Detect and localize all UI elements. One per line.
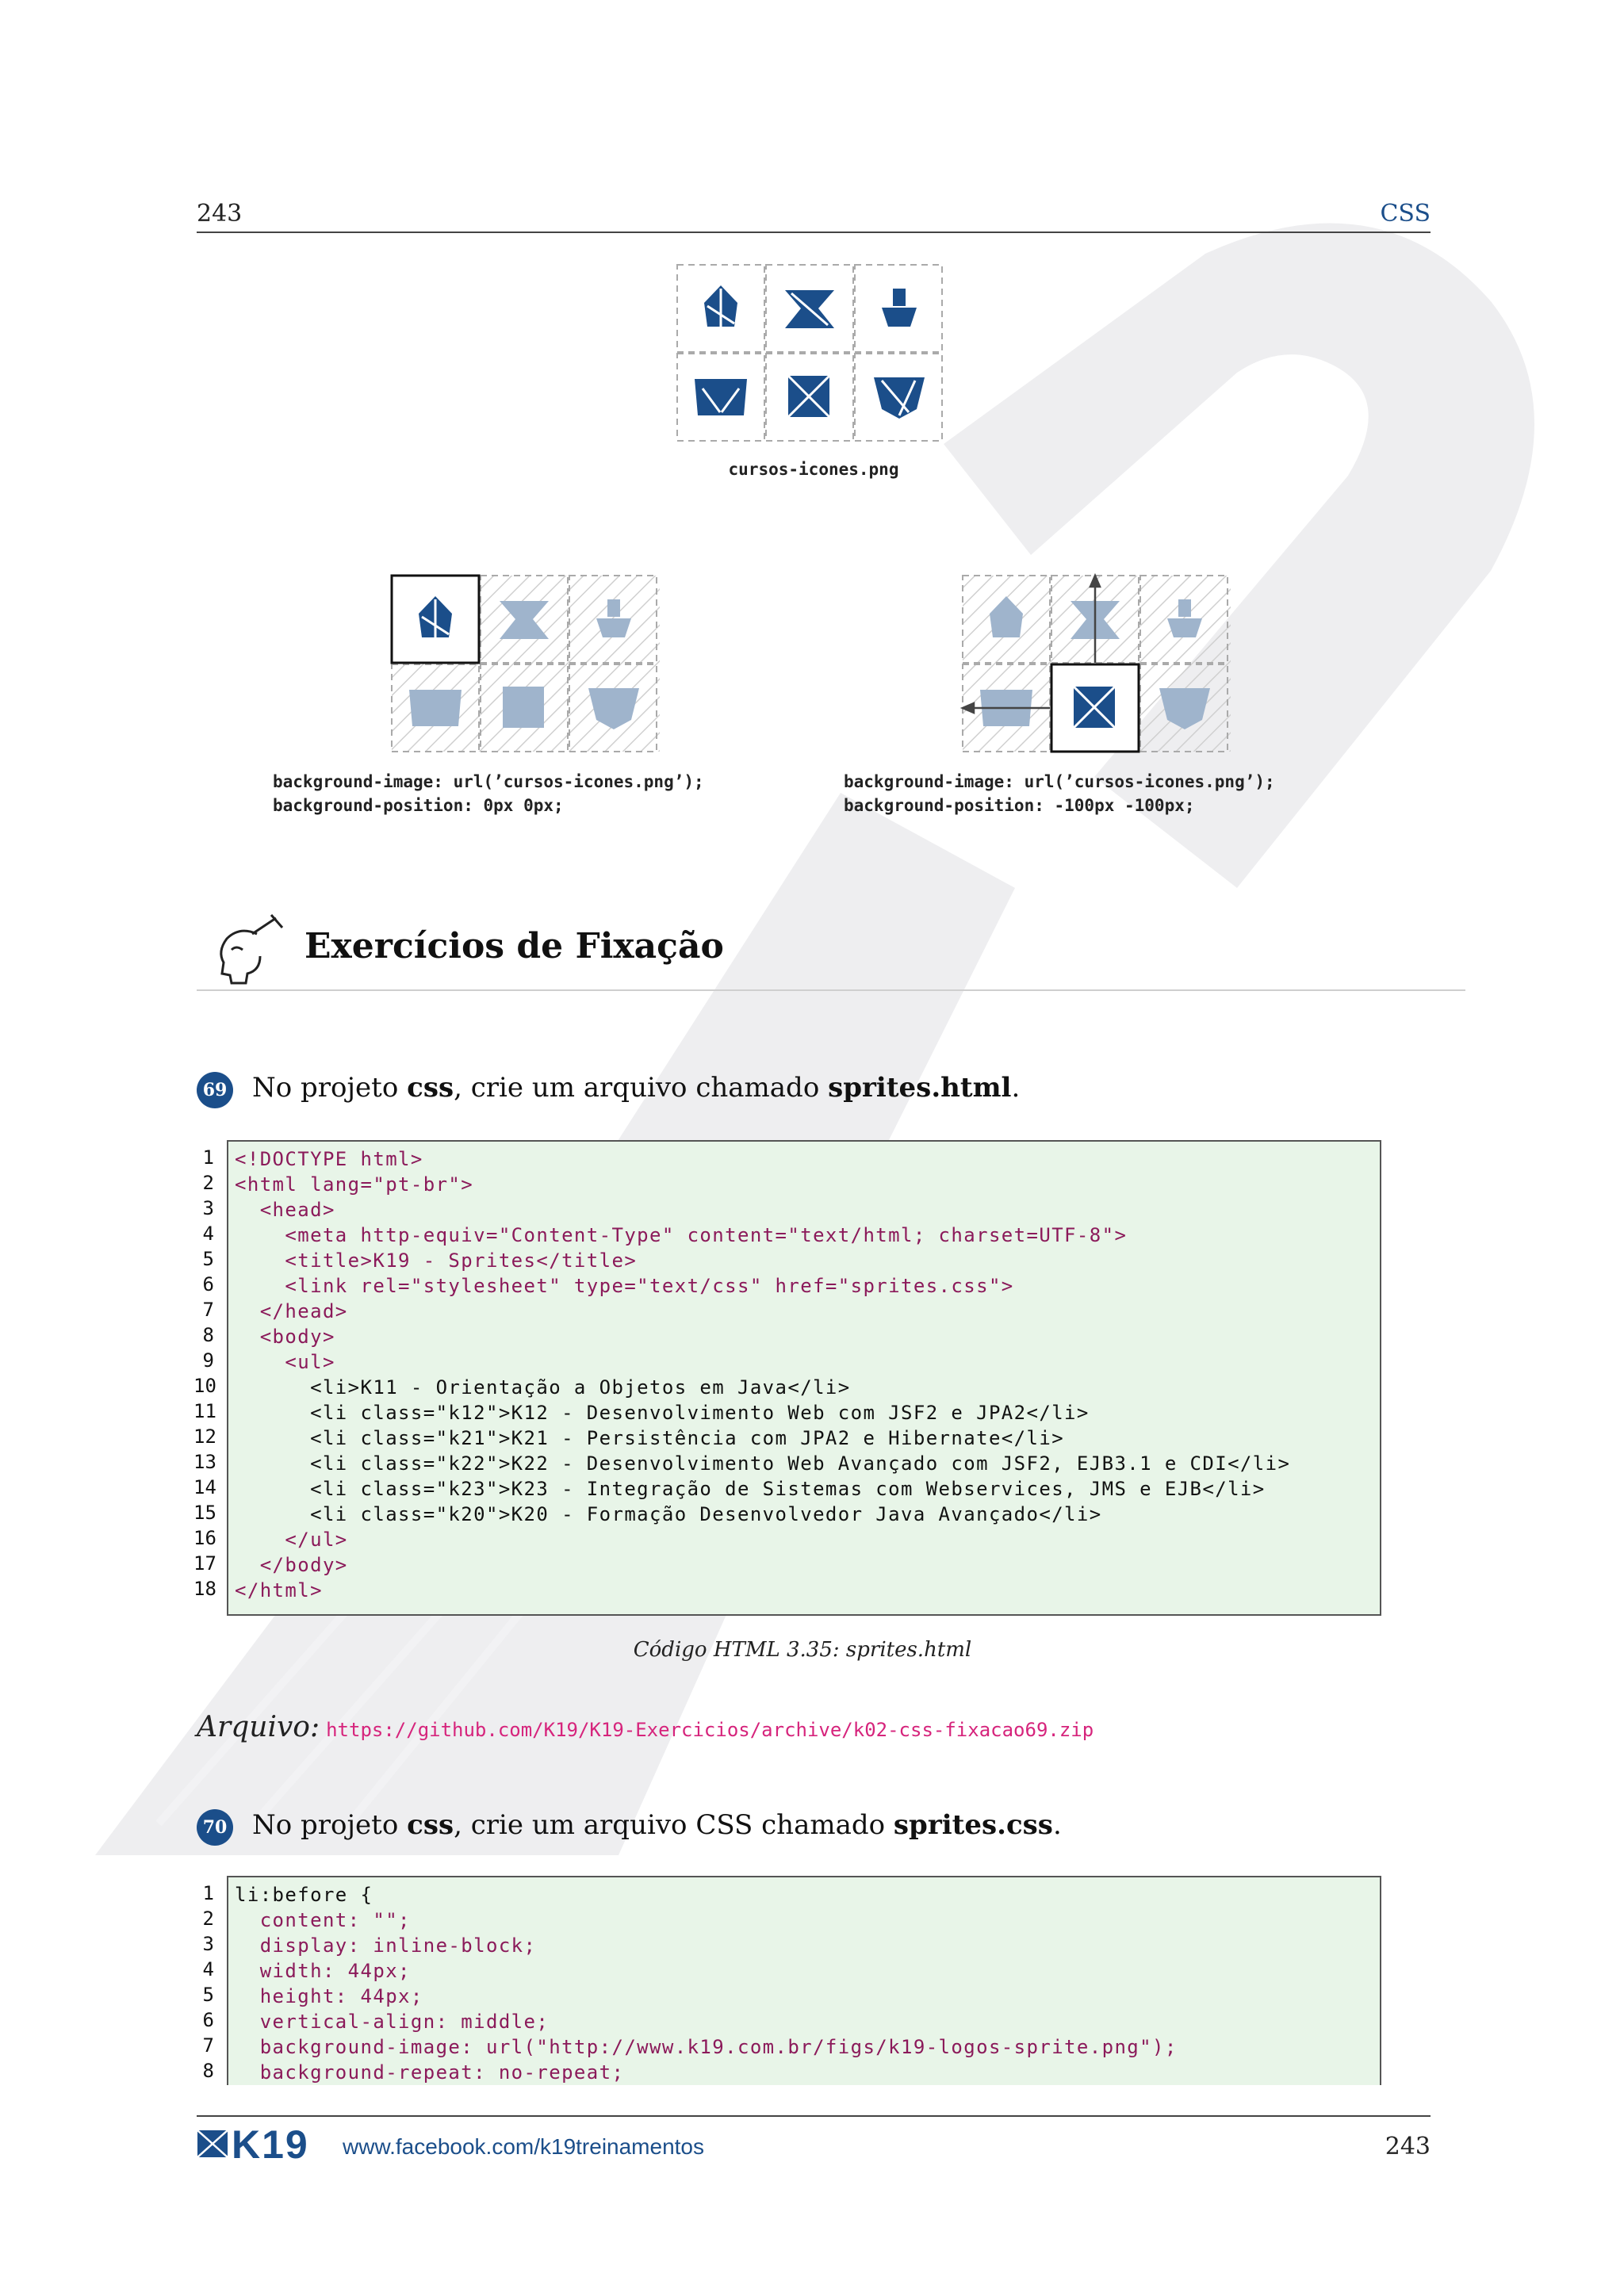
code-line: display: inline-block; <box>235 1934 537 1957</box>
code-block-sprites-html <box>227 1140 1381 1616</box>
code-line: <li class="k23">K23 - Integração de Sistemas com Webservices, JMS e EJB</li> <box>235 1478 1266 1500</box>
code-line: </head> <box>235 1300 348 1322</box>
exercise-number-badge: 70 <box>197 1809 233 1846</box>
example-left-code-line-1: background-image: url(’cursos-icones.png’); <box>273 772 704 791</box>
code-block-sprites-css <box>227 1876 1381 2085</box>
code-block-1-line-numbers: 1 2 3 4 5 6 7 8 9 10 11 12 13 14 15 16 17 18 <box>193 1146 216 1600</box>
section-divider <box>197 989 1465 991</box>
code-line: width: 44px; <box>235 1960 411 1982</box>
header-section-title: CSS <box>1380 200 1431 228</box>
sprite-sheet-caption: cursos-icones.png <box>728 460 899 479</box>
thinking-head-icon <box>208 910 287 989</box>
code-line: vertical-align: middle; <box>235 2011 550 2033</box>
code-line: <html lang="pt-br"> <box>235 1173 474 1196</box>
footer-link[interactable]: www.facebook.com/k19treinamentos <box>343 2134 704 2159</box>
code-block-2-line-numbers: 1 2 3 4 5 6 7 8 <box>202 1882 214 2082</box>
code-line: height: 44px; <box>235 1985 423 2007</box>
download-link[interactable]: https://github.com/K19/K19-Exercicios/archive/k02-css-fixacao69.zip <box>326 1719 1094 1741</box>
code-line: <meta http-equiv="Content-Type" content="text/html; charset=UTF-8"> <box>235 1224 1128 1246</box>
example-left-code-line-2: background-position: 0px 0px; <box>273 796 564 815</box>
sprite-sheet-figure <box>674 262 952 444</box>
k19-logo-mark-icon <box>197 2130 228 2158</box>
exercise-number-badge: 69 <box>197 1072 233 1108</box>
code-line: </html> <box>235 1579 323 1601</box>
code-line: </body> <box>235 1554 348 1576</box>
code-line: <!DOCTYPE html> <box>235 1148 423 1170</box>
code-line: <li class="k12">K12 - Desenvolvimento Web com JSF2 e JPA2</li> <box>235 1402 1090 1424</box>
code-line: <li>K11 - Orientação a Objetos em Java</li> <box>235 1376 851 1399</box>
code-line: <li class="k20">K20 - Formação Desenvolvedor Java Avançado</li> <box>235 1503 1102 1525</box>
exercise-70-instruction: No projeto css, crie um arquivo CSS chamado sprites.css. <box>252 1809 1062 1841</box>
code-line: <ul> <box>235 1351 335 1373</box>
code-line: <body> <box>235 1326 335 1348</box>
example-right-code-line-2: background-position: -100px -100px; <box>844 796 1195 815</box>
code-line: <li class="k22">K22 - Desenvolvimento Web Avançado com JSF2, EJB3.1 e CDI</li> <box>235 1452 1291 1475</box>
footer-divider <box>197 2115 1431 2117</box>
code-line: <title>K19 - Sprites</title> <box>235 1249 638 1272</box>
sprite-position-example-left <box>389 572 666 755</box>
sprite-position-example-right <box>959 572 1237 755</box>
exercise-69-instruction: No projeto css, crie um arquivo chamado sprites.html. <box>252 1072 1021 1104</box>
exercises-section-title: Exercícios de Fixação <box>304 926 724 966</box>
code-line: <head> <box>235 1199 335 1221</box>
arquivo-label: Arquivo: <box>197 1711 320 1743</box>
code-line: li:before { <box>235 1884 373 1906</box>
page-header <box>197 197 1431 233</box>
code-line: <link rel="stylesheet" type="text/css" href="sprites.css"> <box>235 1275 1014 1297</box>
code-line: background-image: url("http://www.k19.com.br/figs/k19-logos-sprite.png"); <box>235 2036 1178 2058</box>
footer-page-number: 243 <box>1385 2133 1431 2160</box>
code-line: content: ""; <box>235 1909 411 1931</box>
code-line: background-repeat: no-repeat; <box>235 2061 625 2084</box>
header-page-number: 243 <box>197 200 243 228</box>
code-line: <li class="k21">K21 - Persistência com JPA2 e Hibernate</li> <box>235 1427 1065 1449</box>
example-right-code-line-1: background-image: url(’cursos-icones.png’); <box>844 772 1275 791</box>
download-line <box>197 1711 1094 1743</box>
code-caption: Código HTML 3.35: sprites.html <box>633 1638 972 1662</box>
footer-brand: K19 <box>232 2122 309 2167</box>
code-line: </ul> <box>235 1529 348 1551</box>
